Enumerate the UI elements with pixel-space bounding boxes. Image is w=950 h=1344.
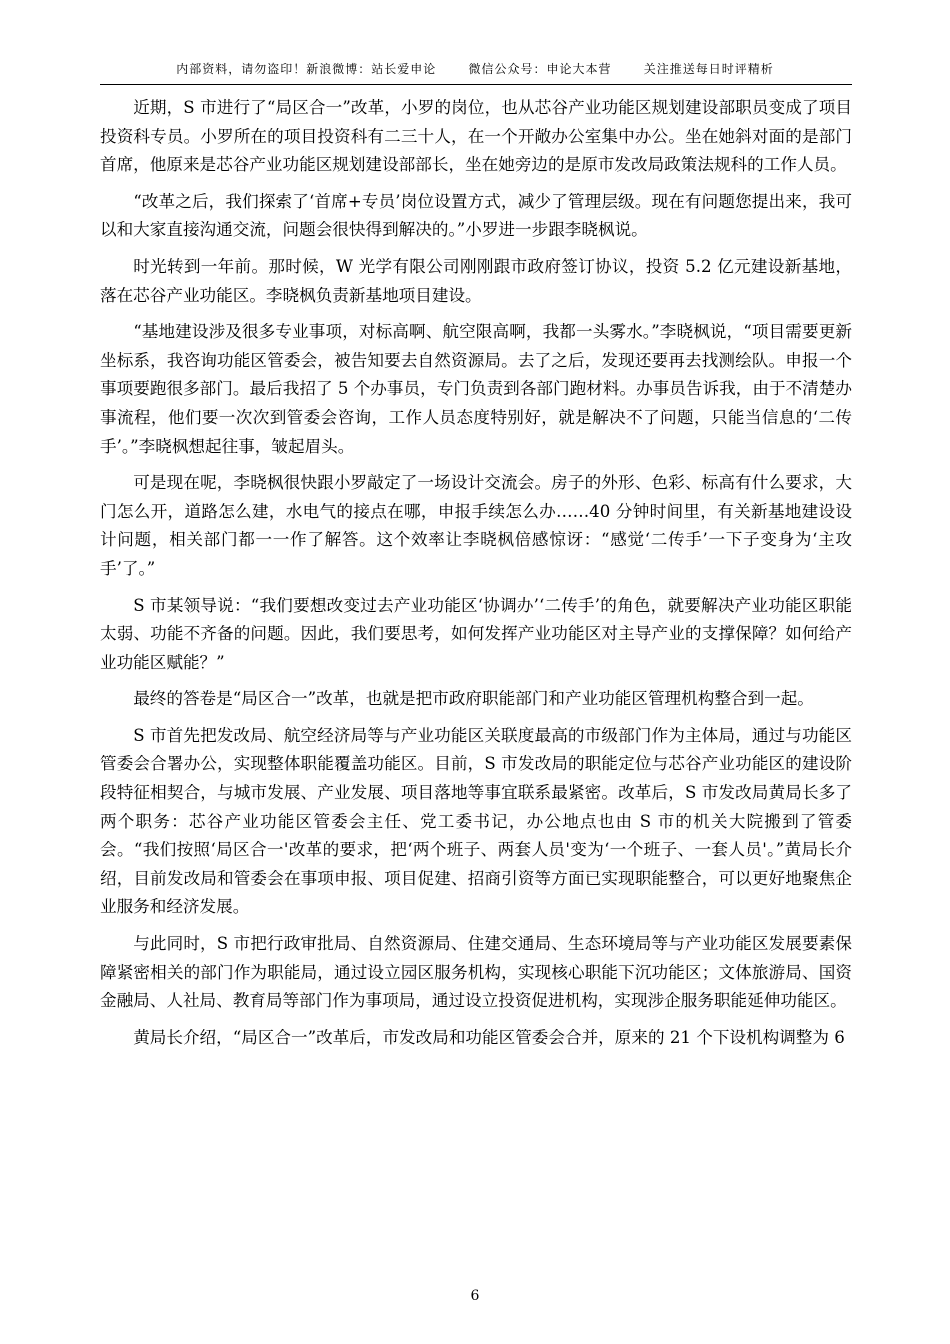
page-number: 6 (470, 1288, 480, 1304)
paragraph: 最终的答卷是“局区合一”改革，也就是把市政府职能部门和产业功能区管理机构整合到一起。 (133, 689, 814, 709)
paragraph: 黄局长介绍，“局区合一”改革后，市发改局和功能区管委会合并，原来的 21 个下设机构调整为 6 (133, 1027, 845, 1047)
header-text-disclaimer: 内部资料，请勿盗印！新浪微博：站长爱申论 (176, 62, 437, 76)
paragraph: 近期，S 市进行了“局区合一”改革，小罗的岗位，也从芯谷产业功能区规划建设部职员变成了项目投资科专员。小罗所在的项目投资科有二三十人，在一个开敞办公室集中办公。坐在她斜对面的是部门首席，他原来是芯谷产业功能区规划建设部部长，坐在她旁边的是原市发改局政策法规科的工作人员。 (100, 98, 852, 175)
paragraph: “改革之后，我们探索了‘首席+专员’岗位设置方式，减少了管理层级。现在有问题您提出来，我可以和大家直接沟通交流，问题会很快得到解决的。”小罗进一步跟李晓枫说。 (100, 191, 852, 240)
paragraph: “基地建设涉及很多专业事项，对标高啊、航空限高啊，我都一头雾水。”李晓枫说，“项目需要更新坐标系，我咨询功能区管委会，被告知要去自然资源局。去了之后，发现还要再去找测绘队。申报一个事项要跑很多部门。最后我招了 5 个办事员，专门负责到各部门跑材料。办事员告诉我，由于不清楚办事流程，他们要一次次到管委会咨询，工作人员态度特别好，就是解决不了问题，只能当信息的‘二传手’。”李晓枫想起往事，皱起眉头。 (100, 322, 852, 456)
page-header (100, 60, 850, 77)
paragraph: 与此同时，S 市把行政审批局、自然资源局、住建交通局、生态环境局等与产业功能区发展要素保障紧密相关的部门作为职能局，通过设立园区服务机构，实现核心职能下沉功能区；文体旅游局、国资金融局、人社局、教育局等部门作为事项局，通过设立投资促进机构，实现涉企服务职能延伸功能区。 (100, 934, 852, 1011)
header-divider (100, 84, 852, 85)
paragraph: 可是现在呢，李晓枫很快跟小罗敲定了一场设计交流会。房子的外形、色彩、标高有什么要求，大门怎么开，道路怎么建，水电气的接点在哪，申报手续怎么办……40 分钟时间里，有关新基地建设设计问题，相关部门都一一作了解答。这个效率让李晓枫倍感惊讶：“感觉‘二传手’一下子变身为‘主攻手’了。” (100, 473, 852, 578)
paragraph: 时光转到一年前。那时候，W 光学有限公司刚刚跟市政府签订协议，投资 5.2 亿元建设新基地，落在芯谷产业功能区。李晓枫负责新基地项目建设。 (100, 256, 852, 305)
header-text-wechat: 微信公众号：申论大本营 (468, 62, 612, 76)
document-body (100, 94, 852, 1060)
header-text-follow: 关注推送每日时评精析 (643, 62, 774, 76)
paragraph: S 市某领导说：“我们要想改变过去产业功能区‘协调办’‘二传手’的角色，就要解决产业功能区职能太弱、功能不齐备的问题。因此，我们要思考，如何发挥产业功能区对主导产业的支撑保障？如何给产业功能区赋能？” (100, 595, 852, 672)
paragraph: S 市首先把发改局、航空经济局等与产业功能区关联度最高的市级部门作为主体局，通过与功能区管委会合署办公，实现整体职能覆盖功能区。目前，S 市发改局的职能定位与芯谷产业功能区的建设阶段特征相契合，与城市发展、产业发展、项目落地等事宜联系最紧密。改革后，S 市发改局黄局长多了两个职务：芯谷产业功能区管委会主任、党工委书记，办公地点也由 S 市的机关大院搬到了管委会。“我们按照‘局区合一'改革的要求，把‘两个班子、两套人员'变为‘一个班子、一套人员'。”黄局长介绍，目前发改局和管委会在事项申报、项目促建、招商引资等方面已实现职能整合，可以更好地聚焦企业服务和经济发展。 (100, 725, 852, 917)
